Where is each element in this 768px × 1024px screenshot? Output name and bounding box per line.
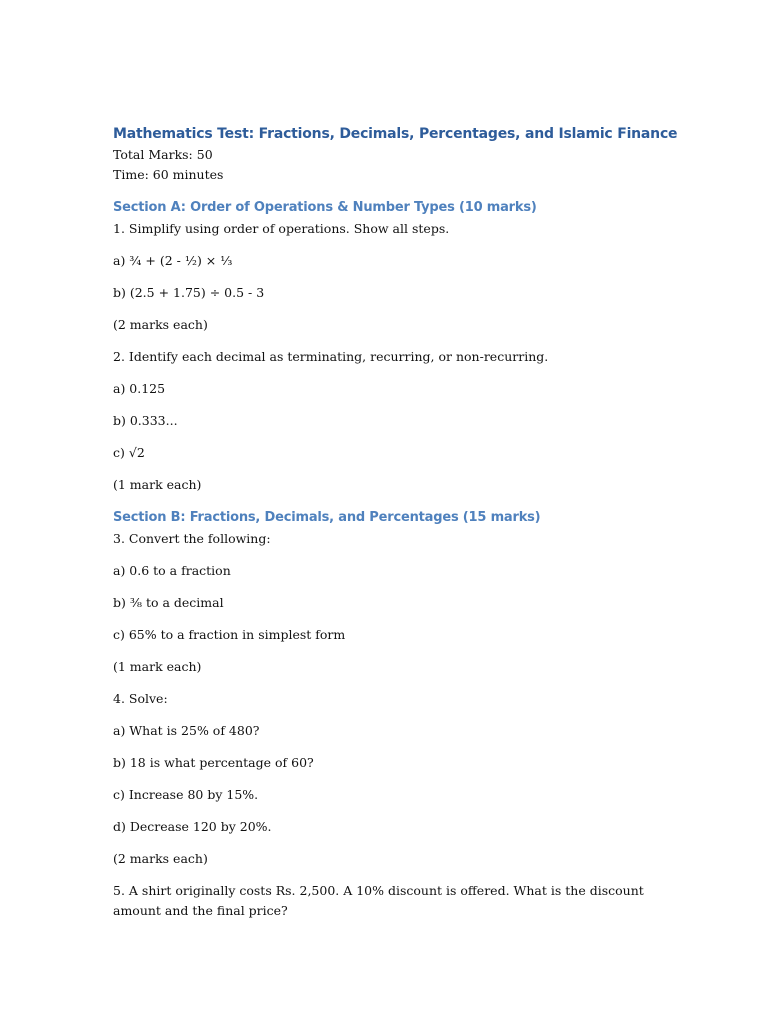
question-1-marks: (2 marks each)	[113, 317, 208, 332]
question-3b: b) ⅜ to a decimal	[113, 595, 224, 610]
question-2a: a) 0.125	[113, 381, 166, 396]
question-2c: c) √2	[113, 445, 145, 460]
question-4d: d) Decrease 120 by 20%.	[113, 819, 272, 834]
question-3-marks: (1 mark each)	[113, 659, 202, 674]
question-3c: c) 65% to a fraction in simplest form	[113, 627, 346, 642]
question-1a: a) ¾ + (2 - ½) × ⅓	[113, 253, 233, 268]
question-4: 4. Solve:	[113, 691, 168, 706]
question-2-marks: (1 mark each)	[113, 477, 202, 492]
question-4a: a) What is 25% of 480?	[113, 723, 260, 738]
total-marks: Total Marks: 50	[113, 147, 213, 162]
question-2: 2. Identify each decimal as terminating, recurring, or non-recurring.	[113, 349, 549, 364]
question-3a: a) 0.6 to a fraction	[113, 563, 231, 578]
question-1b: b) (2.5 + 1.75) ÷ 0.5 - 3	[113, 285, 265, 300]
question-1: 1. Simplify using order of operations. Show all steps.	[113, 221, 450, 236]
question-5: 5. A shirt originally costs Rs. 2,500. A 10% discount is offered. What is the discount amount and the final price?	[113, 883, 644, 918]
section-a-heading: Section A: Order of Operations & Number Types (10 marks)	[113, 200, 537, 215]
question-2b: b) 0.333...	[113, 413, 178, 428]
time-limit: Time: 60 minutes	[113, 167, 224, 182]
test-title: Mathematics Test: Fractions, Decimals, Percentages, and Islamic Finance	[113, 126, 678, 142]
question-4c: c) Increase 80 by 15%.	[113, 787, 259, 802]
question-4-marks: (2 marks each)	[113, 851, 208, 866]
question-4b: b) 18 is what percentage of 60?	[113, 755, 314, 770]
section-b-heading: Section B: Fractions, Decimals, and Percentages (15 marks)	[113, 510, 541, 525]
test-content	[113, 123, 678, 921]
question-3: 3. Convert the following:	[113, 531, 271, 546]
